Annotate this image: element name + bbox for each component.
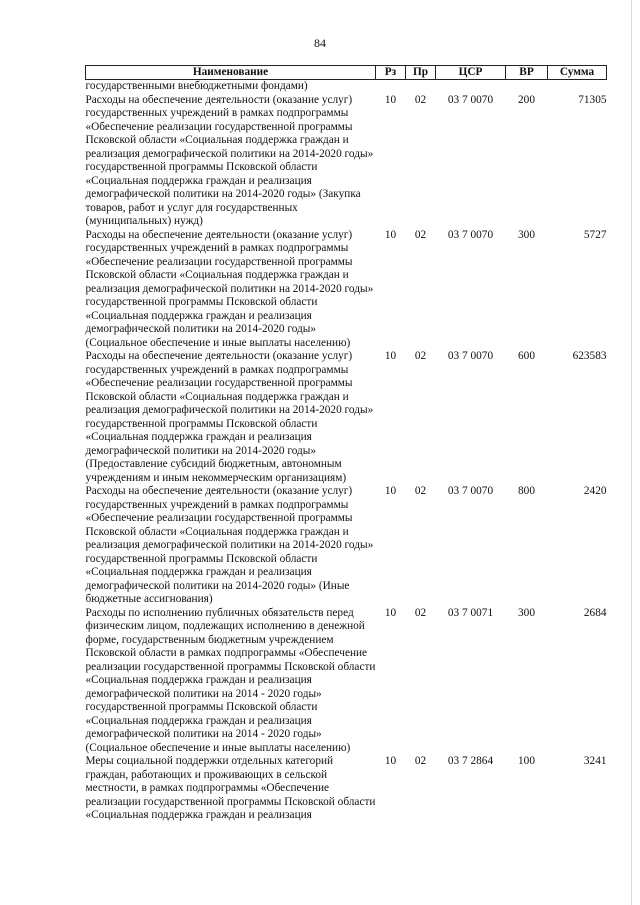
row-rz: 10	[384, 350, 397, 362]
table-row	[86, 607, 607, 756]
header-pr: Пр	[406, 66, 436, 80]
budget-table	[85, 65, 607, 823]
row-rz: 10	[384, 93, 397, 106]
row-name: Расходы на обеспечение деятельности (оказание услуг) государственных учреждений в рамках подпрограммы «Обеспечение реализации государственной программы Псковской области «Социальная поддержка граждан и реализация демографической политики на 2014-2020 годы» государственной программы Псковской области «Социальная поддержка граждан и реализация демографической политики на 2014-2020 годы» (Предоставление субсидий бюджетным, автономным учреждениям и иным некоммерческим организациям)	[85, 350, 374, 484]
row-vr: 100	[518, 755, 535, 767]
row-pr: 02	[414, 606, 427, 619]
continuation-text: государственными внебюджетными фондами)	[85, 80, 308, 92]
row-vr: 200	[518, 93, 535, 106]
table-row	[86, 350, 607, 485]
row-pr: 02	[414, 755, 427, 767]
row-csr: 03 7 0070	[447, 228, 494, 241]
row-sum: 3241	[583, 755, 607, 767]
row-csr: 03 7 0070	[447, 350, 494, 362]
row-rz: 10	[384, 755, 397, 767]
row-sum: 623583	[572, 350, 607, 362]
row-csr: 03 7 0071	[447, 606, 494, 619]
scan-edge-line	[631, 0, 632, 905]
row-rz: 10	[384, 485, 397, 497]
table-row	[86, 229, 607, 351]
table-header	[86, 66, 607, 80]
row-name: Расходы по исполнению публичных обязательств перед физическим лицом, подлежащих исполнению в денежной форме, государственным бюджетным учреждением Псковской области в рамках подпрограммы «Обеспечение реализации государственной программы Псковской области «Социальная поддержка граждан и реализация демографической политики на 2014 - 2020 годы» государственной программы Псковской области «Социальная поддержка граждан и реализация демографической политики на 2014 - 2020 годы» (Социальное обеспечение и иные выплаты населению)	[85, 606, 376, 754]
page-number: 84	[314, 36, 326, 50]
row-rz: 10	[384, 228, 397, 241]
header-vr: ВР	[506, 66, 548, 80]
row-pr: 02	[414, 350, 427, 362]
row-pr: 02	[414, 228, 427, 241]
table-row	[86, 755, 607, 823]
row-vr: 800	[518, 485, 535, 497]
table-row-continuation	[86, 80, 607, 94]
row-name: Расходы на обеспечение деятельности (оказание услуг) государственных учреждений в рамках подпрограммы «Обеспечение реализации государственной программы Псковской области «Социальная поддержка граждан и реализация демографической политики на 2014-2020 годы» государственной программы Псковской области «Социальная поддержка граждан и реализация демографической политики на 2014-2020 годы» (Закупка товаров, работ и услуг для государственных (муниципальных) нужд)	[85, 93, 374, 227]
row-vr: 300	[518, 228, 535, 241]
row-sum: 2420	[583, 485, 607, 497]
row-csr: 03 7 0070	[447, 485, 494, 497]
row-vr: 600	[518, 350, 535, 362]
row-csr: 03 7 0070	[447, 93, 494, 106]
table-row	[86, 485, 607, 607]
header-rz: Рз	[376, 66, 406, 80]
header-csr: ЦСР	[436, 66, 506, 80]
row-pr: 02	[414, 93, 427, 106]
header-sum: Сумма	[548, 66, 607, 80]
row-name: Расходы на обеспечение деятельности (оказание услуг) государственных учреждений в рамках подпрограммы «Обеспечение реализации государственной программы Псковской области «Социальная поддержка граждан и реализация демографической политики на 2014-2020 годы» государственной программы Псковской области «Социальная поддержка граждан и реализация демографической политики на 2014-2020 годы» (Социальное обеспечение и иные выплаты населению)	[85, 228, 374, 349]
row-sum: 71305	[578, 93, 607, 106]
table-row	[86, 94, 607, 229]
row-pr: 02	[414, 485, 427, 497]
row-vr: 300	[518, 606, 535, 619]
row-name: Меры социальной поддержки отдельных категорий граждан, работающих и проживающих в сельской местности, в рамках подпрограммы «Обеспечение реализации государственной программы Псковской области «Социальная поддержка граждан и реализация	[85, 755, 376, 821]
row-rz: 10	[384, 606, 397, 619]
row-name: Расходы на обеспечение деятельности (оказание услуг) государственных учреждений в рамках подпрограммы «Обеспечение реализации государственной программы Псковской области «Социальная поддержка граждан и реализация демографической политики на 2014-2020 годы» государственной программы Псковской области «Социальная поддержка граждан и реализация демографической политики на 2014-2020 годы» (Иные бюджетные ассигнования)	[85, 485, 374, 605]
row-sum: 5727	[583, 228, 607, 241]
row-sum: 2684	[583, 606, 607, 619]
header-name: Наименование	[86, 66, 376, 80]
row-csr: 03 7 2864	[447, 755, 494, 767]
